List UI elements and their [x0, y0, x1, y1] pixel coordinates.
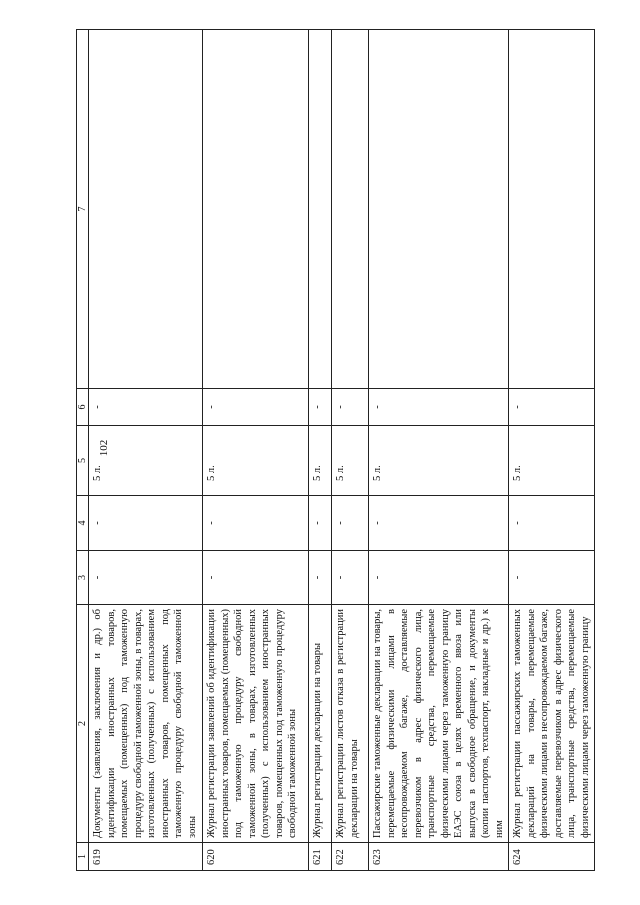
row-number: 623 — [369, 843, 509, 871]
cell-notes — [203, 30, 309, 389]
cell-col3: - — [332, 551, 369, 605]
row-number: 619 — [89, 843, 203, 871]
col-header-1: 1 — [77, 843, 89, 871]
document-name: Журнал регистрации заявлений об идентификации иностранных товаров, помещаемых (помещенных) под таможенную процедуру свободной таможенной зоны, в товарах, изготовленных (полученных) с использованием иностранных товаров, помещенных под таможенную процедуру свободной таможенной зоны — [203, 605, 309, 843]
cell-retention: 5 л. — [89, 426, 203, 496]
col-header-5: 5 — [77, 426, 89, 496]
records-table — [76, 29, 595, 871]
cell-col3: - — [89, 551, 203, 605]
document-name: Документы (заявления, заключения и др.) об идентификации иностранных товаров, помещаемых (помещенных) под таможенную процедуру свободной таможенной зоны, в товарах, изготовленных (полученных) с использованием иностранных товаров, помещенных под таможенную процедуру свободной таможенной зоны — [89, 605, 203, 843]
table-row — [309, 30, 332, 871]
cell-col3: - — [203, 551, 309, 605]
cell-col6: - — [309, 389, 332, 426]
row-number: 622 — [332, 843, 369, 871]
cell-notes — [332, 30, 369, 389]
cell-col6: - — [89, 389, 203, 426]
cell-col4: - — [369, 496, 509, 551]
row-number: 621 — [309, 843, 332, 871]
cell-notes — [309, 30, 332, 389]
table-row — [369, 30, 509, 871]
cell-notes — [369, 30, 509, 389]
cell-col4: - — [309, 496, 332, 551]
rotated-table-wrapper — [76, 30, 591, 871]
col-header-2: 2 — [77, 605, 89, 843]
cell-col3: - — [509, 551, 595, 605]
cell-col6: - — [203, 389, 309, 426]
document-name: Журнал регистрации декларации на товары — [309, 605, 332, 843]
page-number: 102 — [98, 439, 110, 457]
document-name: Журнал регистрации листов отказа в регистрации декларации на товары — [332, 605, 369, 843]
col-header-7: 7 — [77, 30, 89, 389]
table-row — [332, 30, 369, 871]
cell-notes — [509, 30, 595, 389]
cell-col6: - — [509, 389, 595, 426]
document-page — [76, 30, 591, 871]
cell-col6: - — [369, 389, 509, 426]
cell-col3: - — [309, 551, 332, 605]
cell-col4: - — [332, 496, 369, 551]
row-number: 620 — [203, 843, 309, 871]
cell-col4: - — [509, 496, 595, 551]
cell-retention: 5 л. — [203, 426, 309, 496]
document-name: Пассажирские таможенные декларации на товары, перемещаемые физическими лицами в несопровождаемом багаже, доставляемые перевозчиком в адрес физического лица, транспортные средства, перемещаемые физическими лицами через таможенную границу ЕАЭС союза в целях временного ввоза или выпуска в свободное обращение, и документы (копии паспортов, техпаспорт, накладные и др.) к ним — [369, 605, 509, 843]
table-row — [509, 30, 595, 871]
document-name: Журнал регистрации пассажирских таможенных деклараций на товары, перемещаемые физическими лицами в несопровождаемом багаже, доставляемые перевозчиком в адрес физического лица, транспортные средства, перемещаемые физическими лицами через таможенную границу — [509, 605, 595, 843]
row-number: 624 — [509, 843, 595, 871]
cell-retention: 5 л. — [509, 426, 595, 496]
header-row — [77, 30, 89, 871]
cell-col4: - — [203, 496, 309, 551]
col-header-6: 6 — [77, 389, 89, 426]
table-row — [203, 30, 309, 871]
cell-retention: 5 л. — [309, 426, 332, 496]
table-row — [89, 30, 203, 871]
cell-retention: 5 л. — [332, 426, 369, 496]
col-header-3: 3 — [77, 551, 89, 605]
cell-retention: 5 л. — [369, 426, 509, 496]
cell-col4: - — [89, 496, 203, 551]
col-header-4: 4 — [77, 496, 89, 551]
cell-col3: - — [369, 551, 509, 605]
cell-notes — [89, 30, 203, 389]
cell-col6: - — [332, 389, 369, 426]
